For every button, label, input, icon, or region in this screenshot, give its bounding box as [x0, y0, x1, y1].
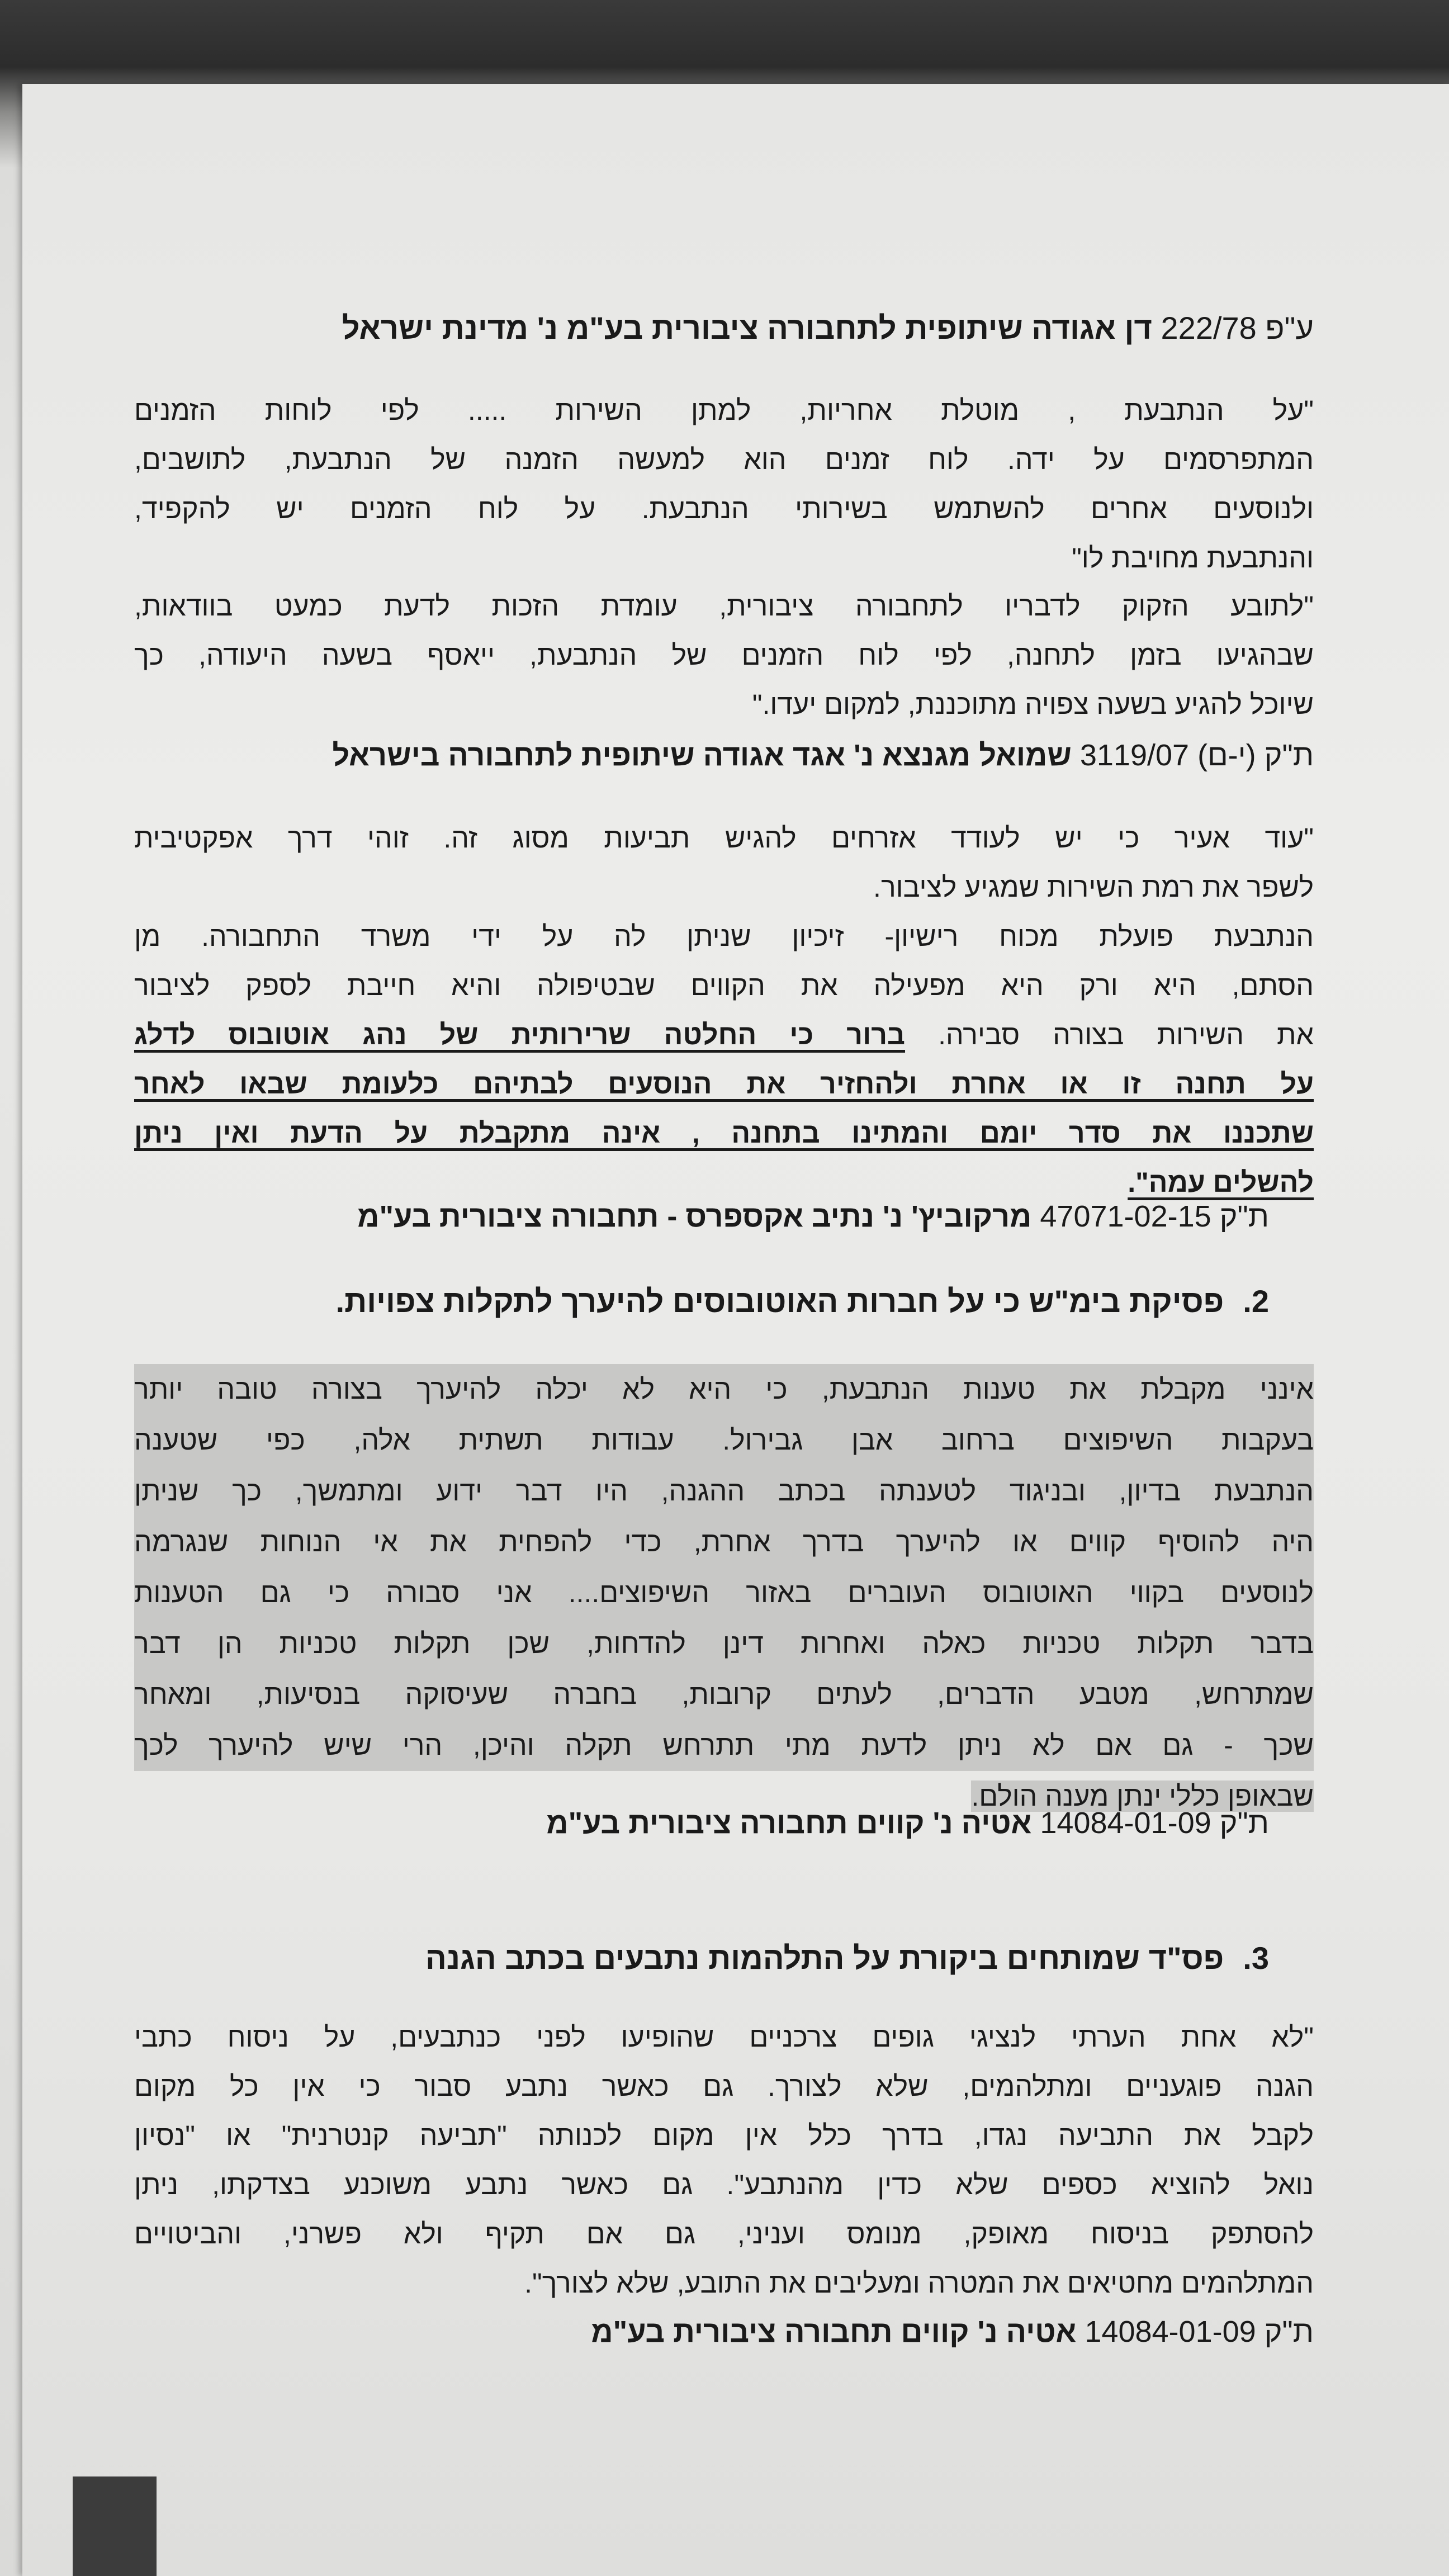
quote-line: המתפרסמים על ידה. לוח זמנים הוא למעשה הזמנה של הנתבעת, לתושבים,: [134, 444, 1314, 475]
citation-number: ת"ק 14084-01-09: [1085, 2315, 1314, 2348]
quote-block-4: [134, 1364, 1314, 1822]
citation-parties: אטיה נ' קווים תחבורה ציבורית בע"מ: [591, 2315, 1077, 2348]
case-number: ע"פ 222/78: [1161, 310, 1314, 345]
quote-line: בדבר תקלות טכניות כאלה ואחרות דינן להדחות, שכן תקלות טכניות הן דבר: [134, 1618, 1314, 1669]
quote-line: אינני מקבלת את טענות הנתבעת, כי היא לא יכלה להיערך בצורה טובה יותר: [134, 1364, 1314, 1415]
quote-line: היה להוסיף קווים או להיערך בדרך אחרת, כדי להפחית את אי הנוחות שנגרמה: [134, 1517, 1314, 1568]
emphasized-line: שתכננו את סדר יומם והמתינו בתחנה , אינה מתקבלת על הדעת ואין ניתן: [134, 1117, 1314, 1149]
citation-parties: מרקוביץ' נ' נתיב אקספרס - תחבורה ציבורית בע"מ: [357, 1200, 1032, 1233]
quote-line: להסתפק בניסוח מאופק, מנומס ועניני, גם אם תקיף ולא פשרני, והביטויים: [134, 2218, 1314, 2250]
quote-line: שבהגיעו בזמן לתחנה, לפי לוח הזמנים של הנתבעת, ייאסף בשעה היעודה, כך: [134, 640, 1314, 671]
section-heading-3: [425, 1940, 1269, 1976]
emphasized-text: ברור כי החלטה שרירותית של נהג אוטובוס לדלג: [134, 1019, 906, 1050]
citation-number: ת"ק (י-ם) 3119/07: [1079, 738, 1314, 772]
case-title-1: [134, 310, 1314, 346]
page-corner-mark: [73, 2476, 157, 2576]
section-index: 2.: [1243, 1284, 1269, 1319]
section-index: 3.: [1243, 1940, 1269, 1976]
citation-number: ת"ק 47071-02-15: [1040, 1200, 1269, 1233]
quote-line: "לתובע הזקוק לדבריו לתחבורה ציבורית, עומדת הזכות לדעת כמעט בוודאות,: [134, 590, 1314, 622]
citation-parties: שמואל מגנצא נ' אגד אגודה שיתופית לתחבורה בישראל: [332, 738, 1072, 772]
quote-text: שבאופן כללי ינתן מענה הולם.: [971, 1781, 1314, 1812]
citation-parties: אטיה נ' קווים תחבורה ציבורית בע"מ: [546, 1806, 1032, 1840]
quote-line: "עוד אעיר כי יש לעודד אזרחים להגיש תביעות מסוג זה. זוהי דרך אפקטיבית: [134, 822, 1314, 854]
quote-line: נואל להוציא כספים שלא כדין מהנתבע". גם כאשר נתבע משוכנע בצדקתו, ניתן: [134, 2169, 1314, 2200]
emphasized-line: על תחנה זו או אחרת ולהחזיר את הנוסעים לבתיהם כלעומת שבאו לאחר: [134, 1068, 1314, 1100]
quote-block-3: [134, 813, 1314, 1207]
quote-line: שכך - גם אם לא ניתן לדעת מתי תתרחש תקלה והיכן, הרי שיש להיערך לכך: [134, 1720, 1314, 1771]
quote-text: את השירות בצורה סבירה.: [905, 1019, 1314, 1050]
section-title: פס"ד שמותחים ביקורת על התלהמות נתבעים בכתב הגנה: [425, 1940, 1224, 1976]
quote-line: "לא אחת הערתי לנציגי גופים צרכניים שהופיעו לפני כנתבעים, על ניסוח כתבי: [134, 2021, 1314, 2053]
case-parties: דן אגודה שיתופית לתחבורה ציבורית בע"מ נ' מדינת ישראל: [342, 310, 1152, 345]
quote-line: ולנוסעים אחרים להשתמש בשירותי הנתבעת. על לוח הזמנים יש להקפיד,: [134, 493, 1314, 524]
quote-line: הנתבעת בדיון, ובניגוד לטענתה בכתב ההגנה, היו דבר ידוע ומתמשך, כך שניתן: [134, 1466, 1314, 1517]
quote-line: לקבל את התביעה נגדו, בדרך כלל אין מקום לכנותה "תביעה קנטרנית" או "נסיון: [134, 2120, 1314, 2151]
quote-line: "על הנתבעת , מוטלת אחריות, למתן השירות ..... לפי לוחות הזמנים: [134, 395, 1314, 426]
quote-line: בעקבות השיפוצים ברחוב אבן גבירול. עבודות תשתית אלה, כפי שטענה: [134, 1415, 1314, 1466]
quote-line: שמתרחש, מטבע הדברים, לעתים קרובות, בחברה שעיסוקה בנסיעות, ומאחר: [134, 1669, 1314, 1720]
case-citation-4: [546, 1806, 1269, 1840]
document-content: [134, 0, 1314, 2576]
quote-line: לנוסעים בקווי האוטובוס העוברים באזור השיפוצים.... אני סבורה כי גם הטענות: [134, 1568, 1314, 1618]
citation-number: ת"ק 14084-01-09: [1040, 1806, 1269, 1840]
section-heading-2: [335, 1283, 1269, 1319]
quote-line: המתלהמים מחטיאים את המטרה ומעליבים את התובע, שלא לצורך".: [524, 2267, 1314, 2299]
emphasized-line: להשלים עמה".: [1128, 1167, 1314, 1198]
quote-line: [134, 1010, 1314, 1059]
quote-line: הגנה פוגעניים ומתלהמים, שלא לצורך. גם כאשר נתבע סבור כי אין כל מקום: [134, 2071, 1314, 2102]
quote-line: הנתבעת פועלת מכוח רישיון- זיכיון שניתן לה על ידי משרד התחבורה. מן: [134, 921, 1314, 952]
case-citation-2: [332, 738, 1314, 773]
quote-block-2: [134, 581, 1314, 729]
case-citation-5: [591, 2314, 1314, 2349]
quote-line: והנתבעת מחויבת לו": [1072, 542, 1314, 574]
quote-line: הסתם, היא ורק היא מפעילה את הקווים שבטיפולה והיא חייבת לספק לציבור: [134, 970, 1314, 1001]
quote-line: שיוכל להגיע בשעה צפויה מתוכננת, למקום יעדו.": [752, 689, 1314, 720]
quote-line: לשפר את רמת השירות שמגיע לציבור.: [873, 872, 1314, 903]
case-citation-3: [357, 1199, 1269, 1234]
quote-block-5: [134, 2012, 1314, 2308]
quote-block-1: [134, 386, 1314, 583]
section-title: פסיקת בימ"ש כי על חברות האוטובוסים להיערך לתקלות צפויות.: [335, 1284, 1224, 1319]
